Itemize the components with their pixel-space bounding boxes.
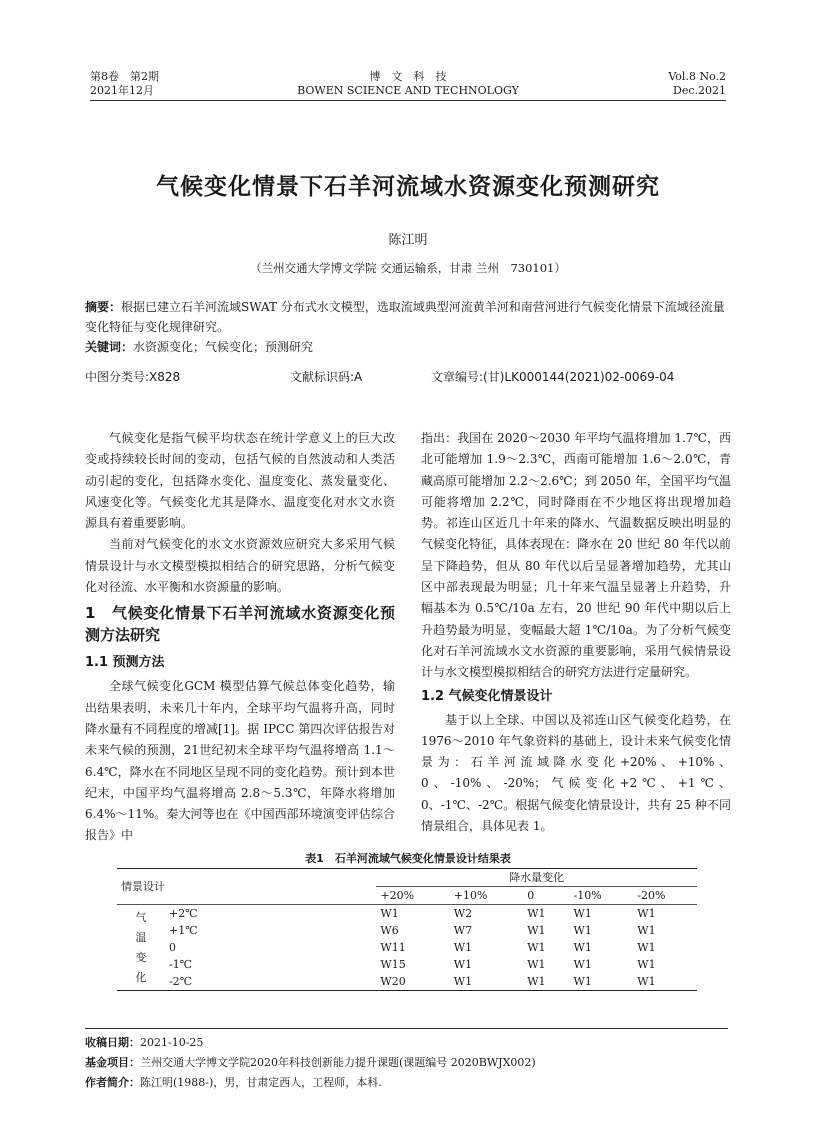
received-label: 收稿日期： [85,1036,140,1049]
table-cell: W1 [523,973,569,991]
table-row [117,905,697,923]
author-affiliation: （兰州交通大学博文学院 交通运输系，甘肃 兰州 730101） [250,261,566,275]
table-row-header: 情景设计 [117,869,376,905]
subsection-heading: 1.2 气候变化情景设计 [421,688,553,704]
clc-number: 中图分类号:X828 [85,370,181,384]
issue-date-en: Dec.2021 [673,84,726,97]
journal-name-en: BOWEN SCIENCE AND TECHNOLOGY [297,84,519,97]
table-row [117,973,697,991]
bio-label: 作者简介： [85,1076,140,1089]
row-label: -1℃ [169,958,193,971]
paragraph: 基于以上全球、中国以及祁连山区气候变化趋势，在 1976～2010 年气象资料的基础上，设计未来气候变化情景为：石羊河流域降水变化+20%、+10%、0、-10%、-20%；气候变化+2℃、+1℃、0、-1℃、-2℃。根据气候变化情景设计，共有 25 种不同情景组合，具体见表 1。 [421,712,731,834]
table-cell: W1 [573,958,592,971]
fund-label: 基金项目： [85,1056,140,1069]
table-cell: W1 [637,924,656,937]
row-label: +1℃ [169,924,198,937]
paragraph: 指出：我国在 2020～2030 年平均气温将增加 1.7℃，西北可能增加 1.9～2.3℃，西南可能增加 1.6～2.0℃，青藏高原可能增加 2.2～2.6℃；到 2050 年，全国平均气温可能将增加 2.2℃，同时降雨在不少地区将出现增加趋势。祁连山区近几十年来的降水、气温数据反映出明显的气候变化特征，具体表现在：降水在 20 世纪 80 年代以前呈下降趋势，但从 80 年代以后呈显著增加趋势，尤其山区中部表现最为明显；几十年来气温呈显著上升趋势，升幅基本为 0.5℃/10a 左右，20 世纪 90 年代中期以后上升趋势最为明显，变幅最大超 1℃/10a。为了分析气候变化对石羊河流域水文水资源的重要影响，采用气候情景设计与水文模型模拟相结合的研究方法进行定量研究。 [421,431,731,680]
scenario-table [117,868,697,991]
document-code: 文献标识码:A [290,370,363,384]
article-number: 文章编号:(甘)LK000144(2021)02-0069-04 [431,370,675,384]
side-label [117,905,165,991]
table-cell: W1 [570,973,634,991]
table-row [117,922,697,939]
row-label: 0 [169,941,176,954]
volume-issue-en: Vol.8 No.2 [668,70,726,83]
table-cell: W1 [527,958,546,971]
table-cell: W1 [633,973,697,991]
author-bio [85,1073,728,1093]
right-column [421,428,731,837]
fund-info [85,1053,728,1073]
column-header: +20% [376,887,449,905]
table-cell: W6 [380,924,399,937]
side-char: 化 [135,970,147,984]
column-header: 0 [523,887,569,905]
side-char: 温 [135,930,147,944]
table-cell: W1 [380,907,399,920]
column-header: +10% [450,887,523,905]
paper-title: 气候变化情景下石羊河流域水资源变化预测研究 [156,173,660,200]
issue-date: 2021年12月 [90,84,154,97]
table-cell: W1 [573,924,592,937]
keywords-label: 关键词： [85,340,134,354]
row-label: -2℃ [165,973,376,991]
table-cell: W1 [637,958,656,971]
left-column [85,428,395,847]
column-header: -20% [633,887,697,905]
running-header [90,70,726,101]
table-cell: W2 [453,907,473,920]
table-cell: W1 [527,924,546,937]
journal-name [90,70,726,98]
table-cell: W20 [376,973,449,991]
table-cell: W1 [527,907,546,920]
table-cell: W1 [453,958,473,971]
received-value: 2021-10-25 [140,1036,204,1049]
abstract [85,297,728,337]
subsection-heading: 1.1 预测方法 [85,655,165,671]
classification-line [85,368,728,386]
side-char: 变 [135,950,147,964]
volume-info-en [668,70,726,98]
table-cell: W11 [380,941,406,954]
abstract-text: 根据已建立石羊河流域SWAT 分布式水文模型，选取流域典型河流黄羊河和南营河进行气候变化情景下流域径流量变化特征与变化规律研究。 [85,300,725,334]
table-cell: W1 [453,941,473,954]
footnotes [85,1028,728,1093]
table-cell: W7 [453,924,473,937]
paragraph: 当前对气候变化的水文水资源效应研究大多采用气候情景设计与水文模型模拟相结合的研究思路，分析气候变化对径流、水平衡和水资源量的影响。 [85,537,395,595]
table-cell: W1 [637,941,656,954]
journal-name-cn: 博 文 科 技 [369,70,447,83]
table-cell: W1 [450,973,523,991]
paragraph: 全球气候变化GCM 模型估算气候总体变化趋势，输出结果表明，未来几十年内，全球平均气温将升高，同时降水量有不同程度的增减[1]。据 IPCC 第四次评估报告对未来气候的预测，21世纪初末全球平均气温将增高 1.1～6.4℃，降水在不同地区呈现不同的变化趋势。预计到本世纪末，中国平均气温将增高 2.8～5.3℃，年降水将增加 6.4%～11%。秦大河等也在《中国西部环境演变评估综合报告》中 [85,679,395,843]
keywords [85,337,728,357]
keywords-text: 水资源变化；气候变化；预测研究 [133,340,314,354]
side-char: 气 [135,910,147,924]
fund-value: 兰州交通大学博文学院2020年科技创新能力提升课题(课题编号 2020BWJX002) [140,1056,536,1069]
section-heading: 1 气候变化情景下石羊河流域水资源变化预测方法研究 [85,604,395,645]
row-label: +2℃ [169,907,198,920]
table-cell: W1 [573,941,592,954]
table-row [117,939,697,956]
received-date [85,1033,728,1053]
table-caption: 表1 石羊河流域气候变化情景设计结果表 [305,852,511,865]
volume-issue: 第8卷 第2期 [90,70,159,83]
table-column-group: 降水量变化 [376,869,697,887]
table-row [117,956,697,973]
abstract-label: 摘要： [85,300,122,314]
bio-value: 陈江明(1988-)，男，甘肃定西人，工程师，本科. [140,1076,382,1089]
table-cell: W1 [573,907,592,920]
abstract-block [85,297,728,357]
paragraph: 气候变化是指气候平均状态在统计学意义上的巨大改变或持续较长时间的变动，包括气候的自然波动和人类活动引起的变化，包括降水变化、温度变化、蒸发量变化、风速变化等。气候变化尤其是降水、温度变化对水文水资源具有着重要影响。 [85,431,395,531]
column-header: -10% [570,887,634,905]
table-cell: W1 [527,941,546,954]
author-name: 陈江明 [388,233,428,248]
table-cell: W15 [380,958,406,971]
table-cell: W1 [637,907,656,920]
